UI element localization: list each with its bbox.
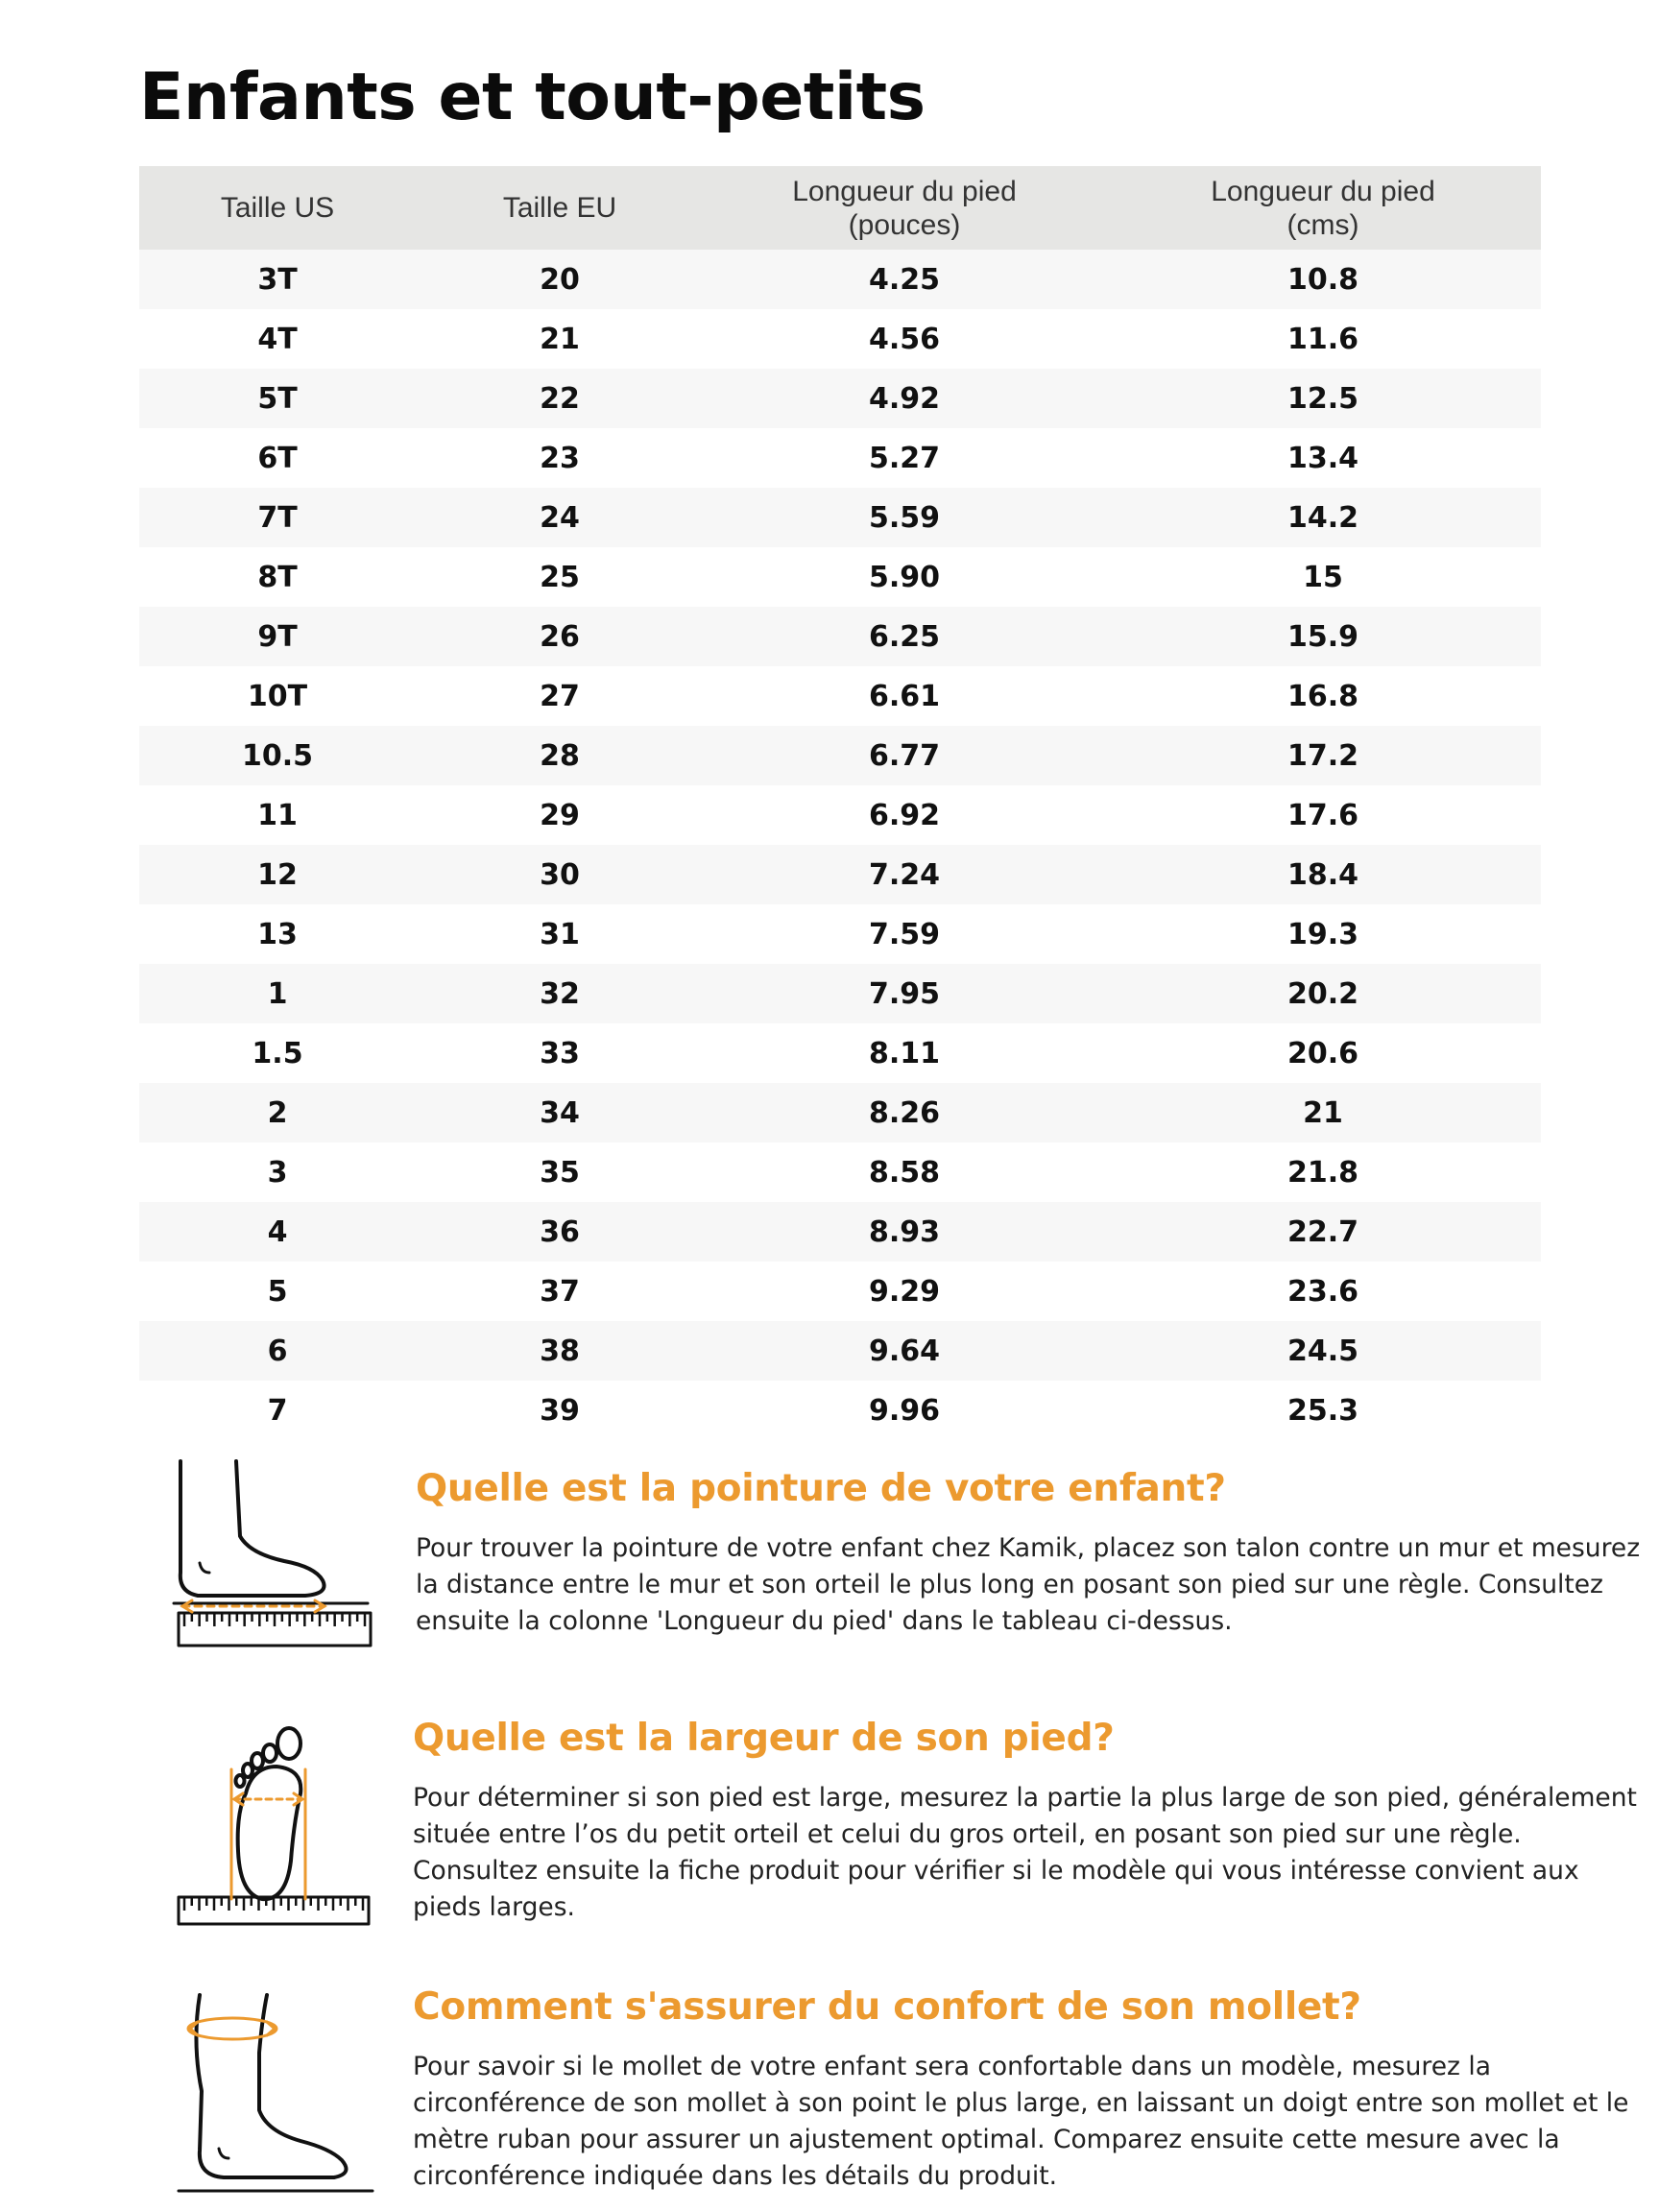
table-header-row — [139, 166, 1541, 250]
table-row — [139, 1381, 1541, 1440]
cell-eu-size: 22 — [416, 369, 704, 428]
size-chart-table — [139, 166, 1541, 1440]
cell-eu-size: 36 — [416, 1202, 704, 1262]
cell-foot-length-cm: 22.7 — [1105, 1202, 1541, 1262]
table-row — [139, 726, 1541, 785]
table-row — [139, 1202, 1541, 1262]
cell-us-size: 4T — [139, 309, 416, 369]
cell-eu-size: 33 — [416, 1023, 704, 1083]
cell-eu-size: 39 — [416, 1381, 704, 1440]
cell-us-size: 8T — [139, 547, 416, 607]
header-eu-size — [416, 166, 704, 250]
cell-us-size: 9T — [139, 607, 416, 666]
cell-us-size: 6 — [139, 1321, 416, 1381]
table-row — [139, 845, 1541, 904]
cell-foot-length-cm: 17.2 — [1105, 726, 1541, 785]
table-row — [139, 785, 1541, 845]
table-row — [139, 666, 1541, 726]
table-row — [139, 1262, 1541, 1321]
cell-us-size: 7T — [139, 488, 416, 547]
cell-foot-length-inches: 9.29 — [704, 1262, 1105, 1321]
cell-foot-length-inches: 9.64 — [704, 1321, 1105, 1381]
cell-foot-length-cm: 14.2 — [1105, 488, 1541, 547]
cell-foot-length-cm: 23.6 — [1105, 1262, 1541, 1321]
cell-us-size: 6T — [139, 428, 416, 488]
section-heading: Quelle est la largeur de son pied? — [413, 1717, 1115, 1760]
table-row — [139, 369, 1541, 428]
cell-us-size: 4 — [139, 1202, 416, 1262]
cell-us-size: 10T — [139, 666, 416, 726]
cell-us-size: 7 — [139, 1381, 416, 1440]
cell-foot-length-cm: 11.6 — [1105, 309, 1541, 369]
table-row — [139, 1321, 1541, 1381]
cell-eu-size: 32 — [416, 964, 704, 1023]
table-row — [139, 309, 1541, 369]
cell-us-size: 1 — [139, 964, 416, 1023]
calf-measure-icon — [171, 1985, 382, 2197]
header-unit: (pouces) — [848, 208, 961, 241]
cell-foot-length-cm: 19.3 — [1105, 904, 1541, 964]
cell-foot-length-inches: 6.61 — [704, 666, 1105, 726]
table-row — [139, 1142, 1541, 1202]
section-heading: Comment s'assurer du confort de son mollet? — [413, 1985, 1361, 2029]
cell-foot-length-cm: 15 — [1105, 547, 1541, 607]
cell-foot-length-inches: 8.93 — [704, 1202, 1105, 1262]
cell-us-size: 2 — [139, 1083, 416, 1142]
cell-foot-length-inches: 7.95 — [704, 964, 1105, 1023]
cell-eu-size: 38 — [416, 1321, 704, 1381]
cell-eu-size: 37 — [416, 1262, 704, 1321]
cell-eu-size: 25 — [416, 547, 704, 607]
table-row — [139, 488, 1541, 547]
cell-eu-size: 34 — [416, 1083, 704, 1142]
cell-eu-size: 27 — [416, 666, 704, 726]
foot-sole-ruler-icon — [171, 1717, 382, 1928]
cell-foot-length-inches: 4.56 — [704, 309, 1105, 369]
cell-foot-length-inches: 5.27 — [704, 428, 1105, 488]
header-text: Longueur du pied — [1211, 175, 1435, 207]
header-foot-length-inches — [704, 166, 1105, 250]
cell-foot-length-inches: 6.92 — [704, 785, 1105, 845]
table-row — [139, 1083, 1541, 1142]
cell-us-size: 11 — [139, 785, 416, 845]
section-body: Pour déterminer si son pied est large, mesurez la partie la plus large de son pied, généralement située entre l’os du petit orteil et celui du gros orteil, en posant son pied sur une règle. Consultez ensuite la fiche produit pour vérifier si le modèle qui vous intéresse convient aux pieds larges. — [413, 1783, 1637, 1922]
cell-eu-size: 23 — [416, 428, 704, 488]
cell-eu-size: 26 — [416, 607, 704, 666]
cell-foot-length-cm: 20.2 — [1105, 964, 1541, 1023]
cell-foot-length-cm: 21 — [1105, 1083, 1541, 1142]
cell-eu-size: 20 — [416, 250, 704, 309]
cell-foot-length-cm: 25.3 — [1105, 1381, 1541, 1440]
cell-foot-length-cm: 21.8 — [1105, 1142, 1541, 1202]
cell-foot-length-cm: 24.5 — [1105, 1321, 1541, 1381]
header-us-size — [139, 166, 416, 250]
table-body — [139, 250, 1541, 1440]
cell-us-size: 3 — [139, 1142, 416, 1202]
header-text: Longueur du pied — [792, 175, 1017, 207]
cell-us-size: 3T — [139, 250, 416, 309]
cell-eu-size: 30 — [416, 845, 704, 904]
cell-eu-size: 28 — [416, 726, 704, 785]
cell-eu-size: 24 — [416, 488, 704, 547]
cell-foot-length-cm: 20.6 — [1105, 1023, 1541, 1083]
cell-foot-length-inches: 9.96 — [704, 1381, 1105, 1440]
cell-foot-length-cm: 15.9 — [1105, 607, 1541, 666]
cell-foot-length-inches: 8.26 — [704, 1083, 1105, 1142]
cell-foot-length-cm: 16.8 — [1105, 666, 1541, 726]
cell-foot-length-cm: 10.8 — [1105, 250, 1541, 309]
cell-foot-length-inches: 4.92 — [704, 369, 1105, 428]
table-row — [139, 1023, 1541, 1083]
cell-foot-length-inches: 7.24 — [704, 845, 1105, 904]
cell-us-size: 5T — [139, 369, 416, 428]
table-row — [139, 250, 1541, 309]
table-row — [139, 964, 1541, 1023]
table-row — [139, 547, 1541, 607]
cell-eu-size: 29 — [416, 785, 704, 845]
cell-us-size: 1.5 — [139, 1023, 416, 1083]
cell-us-size: 13 — [139, 904, 416, 964]
section-heading: Quelle est la pointure de votre enfant? — [416, 1467, 1226, 1510]
header-text: Taille US — [220, 192, 335, 224]
cell-foot-length-inches: 5.90 — [704, 547, 1105, 607]
header-unit: (cms) — [1286, 208, 1359, 241]
section-body: Pour trouver la pointure de votre enfant chez Kamik, placez son talon contre un mur et mesurez la distance entre le mur et son orteil le plus long en posant son pied sur une règle. Consultez ensuite la colonne 'Longueur du pied' dans le tableau ci-dessus. — [416, 1533, 1641, 1636]
cell-us-size: 10.5 — [139, 726, 416, 785]
cell-foot-length-inches: 7.59 — [704, 904, 1105, 964]
cell-foot-length-cm: 17.6 — [1105, 785, 1541, 845]
cell-foot-length-inches: 5.59 — [704, 488, 1105, 547]
cell-foot-length-cm: 13.4 — [1105, 428, 1541, 488]
cell-us-size: 12 — [139, 845, 416, 904]
header-text: Taille EU — [502, 192, 617, 224]
cell-us-size: 5 — [139, 1262, 416, 1321]
cell-foot-length-inches: 6.77 — [704, 726, 1105, 785]
cell-foot-length-inches: 4.25 — [704, 250, 1105, 309]
cell-foot-length-inches: 8.11 — [704, 1023, 1105, 1083]
section-body: Pour savoir si le mollet de votre enfant sera confortable dans un modèle, mesurez la circonférence de son mollet à son point le plus large, en laissant un doigt entre son mollet et le mètre ruban pour assurer un ajustement optimal. Comparez ensuite cette mesure avec la circonférence indiquée dans les détails du produit. — [413, 2052, 1629, 2191]
cell-eu-size: 35 — [416, 1142, 704, 1202]
cell-foot-length-cm: 18.4 — [1105, 845, 1541, 904]
cell-foot-length-inches: 8.58 — [704, 1142, 1105, 1202]
table-row — [139, 904, 1541, 964]
header-foot-length-cm — [1105, 166, 1541, 250]
cell-foot-length-inches: 6.25 — [704, 607, 1105, 666]
cell-eu-size: 31 — [416, 904, 704, 964]
table-row — [139, 428, 1541, 488]
cell-eu-size: 21 — [416, 309, 704, 369]
page-title: Enfants et tout-petits — [139, 60, 926, 135]
foot-side-ruler-icon — [171, 1459, 382, 1671]
cell-foot-length-cm: 12.5 — [1105, 369, 1541, 428]
table-row — [139, 607, 1541, 666]
